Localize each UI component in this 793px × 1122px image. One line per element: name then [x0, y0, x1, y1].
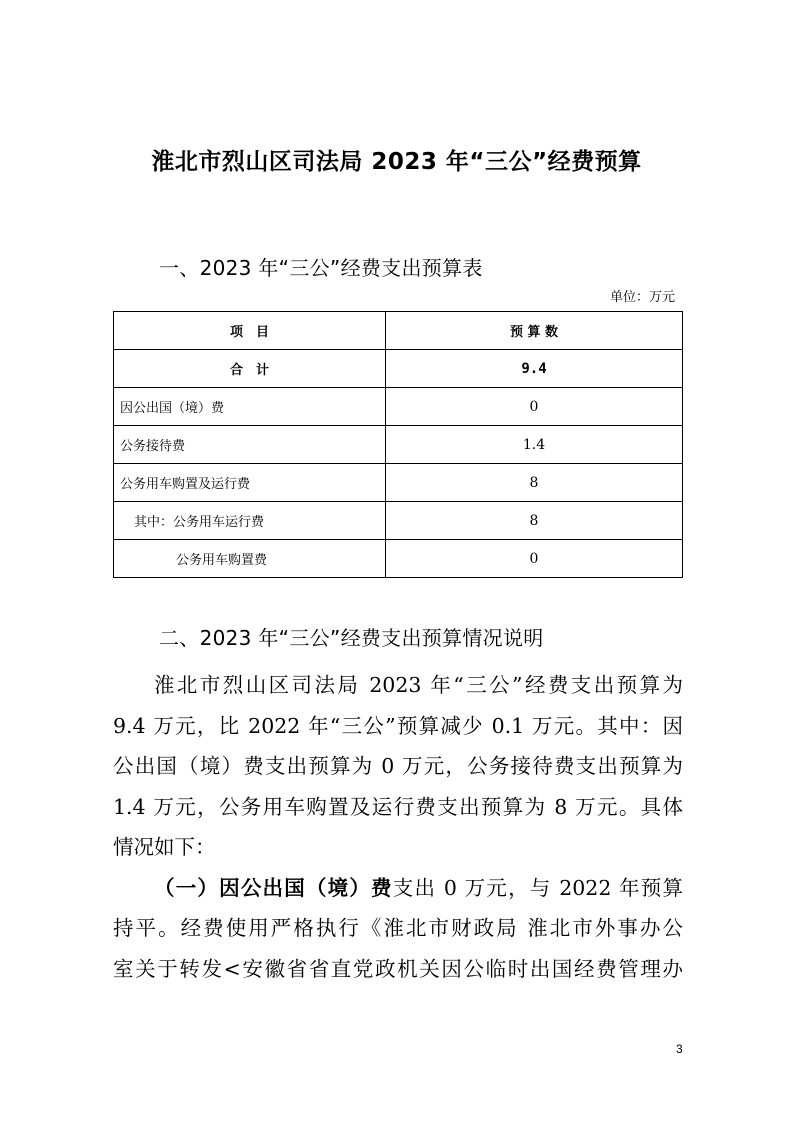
total-label: 合 计	[114, 350, 386, 388]
row-value: 0	[386, 388, 683, 426]
section2-heading: 二、2023 年“三公”经费支出预算情况说明	[159, 626, 544, 650]
budget-table	[113, 311, 683, 578]
table-header-row	[114, 312, 683, 350]
row-value: 1.4	[386, 426, 683, 464]
page-number: 3	[676, 1042, 683, 1056]
table-row	[114, 540, 683, 578]
row-label: 公务接待费	[114, 426, 386, 464]
header-item: 项 目	[114, 312, 386, 350]
document-title: 淮北市烈山区司法局 2023 年“三公”经费预算	[151, 149, 642, 175]
paragraph-line: 室关于转发<安徽省省直党政机关因公临时出国经费管理办	[113, 956, 683, 981]
paragraph-line: 1.4 万元，公务用车购置及运行费支出预算为 8 万元。具体	[113, 794, 683, 819]
table-row	[114, 502, 683, 540]
paragraph-line: 持平。经费使用严格执行《淮北市财政局 淮北市外事办公	[113, 916, 683, 940]
table-row	[114, 464, 683, 502]
row-label: 因公出国（境）费	[114, 388, 386, 426]
unit-label: 单位：万元	[609, 290, 675, 305]
paragraph-text: 支出 0 万元，与 2022 年预算	[392, 875, 684, 900]
row-label: 公务用车购置及运行费	[114, 464, 386, 502]
row-value: 8	[386, 502, 683, 540]
row-value: 8	[386, 464, 683, 502]
table-row	[114, 388, 683, 426]
row-label: 其中：公务用车运行费	[114, 502, 386, 540]
table-total-row	[114, 350, 683, 388]
header-value: 预 算 数	[386, 312, 683, 350]
paragraph-line	[113, 868, 683, 909]
paragraph-line: 9.4 万元，比 2022 年“三公”预算减少 0.1 万元。其中：因	[113, 713, 683, 738]
body-text	[113, 665, 683, 989]
row-label: 公务用车购置费	[114, 540, 386, 578]
subheading-inline: （一）因公出国（境）费	[154, 875, 393, 900]
paragraph-line: 公出国（境）费支出预算为 0 万元，公务接待费支出预算为	[113, 754, 683, 778]
section1-heading: 一、2023 年“三公”经费支出预算表	[159, 256, 483, 280]
row-value: 0	[386, 540, 683, 578]
total-value: 9.4	[386, 350, 683, 388]
table-row	[114, 426, 683, 464]
paragraph-line: 淮北市烈山区司法局 2023 年“三公”经费支出预算为	[154, 673, 683, 697]
paragraph-line: 情况如下：	[113, 835, 216, 859]
